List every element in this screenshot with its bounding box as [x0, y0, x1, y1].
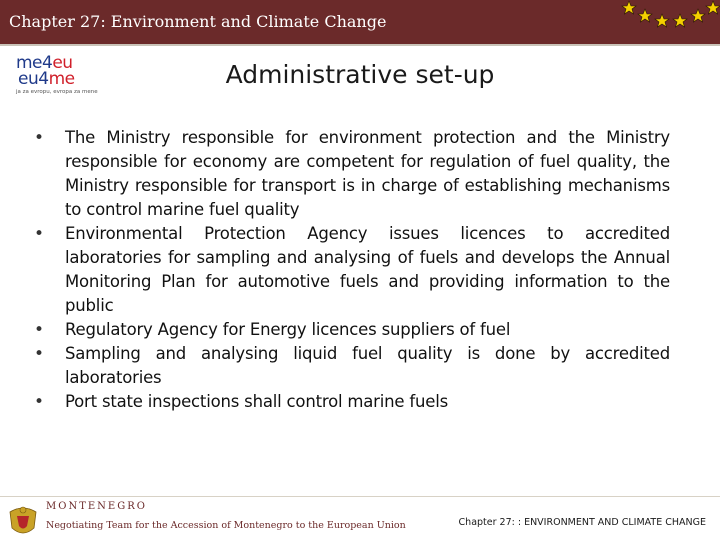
footer-chapter: Chapter 27: : ENVIRONMENT AND CLIMATE CHANGE [458, 517, 706, 528]
logo-tagline: ja za evropu, evropa za mene [16, 89, 98, 95]
bullet-icon: • [34, 224, 44, 244]
eu-stars-icon [612, 0, 720, 30]
list-item: • Environmental Protection Agency issues licences to accredited laboratories for sampling and analysing of fuels and develops the Annual Monitoring Plan for automotive fuels and providing information to the public [34, 224, 670, 315]
bullet-icon: • [34, 344, 44, 364]
bullet-icon: • [34, 320, 44, 340]
footer-team: Negotiating Team for the Accession of Montenegro to the European Union [46, 520, 406, 531]
montenegro-crest-icon [6, 502, 40, 538]
footer-divider [0, 496, 720, 497]
logo-line-2: eu4me [18, 69, 75, 89]
bullet-list [34, 126, 670, 414]
footer-country: MONTENEGRO [46, 501, 147, 512]
list-item: • Port state inspections shall control marine fuels [34, 392, 449, 412]
list-item: • Regulatory Agency for Energy licences suppliers of fuel [34, 320, 511, 340]
list-item: • The Ministry responsible for environment protection and the Ministry responsible for economy are competent for regulation of fuel quality, the Ministry responsible for transport is in charge of establishing mechanisms to control marine fuel quality [34, 128, 670, 219]
list-item: • Sampling and analysing liquid fuel quality is done by accredited laboratories [34, 344, 670, 387]
bullet-icon: • [34, 128, 44, 148]
header-bar [0, 0, 720, 44]
chapter-title: Chapter 27: Environment and Climate Change [9, 12, 387, 31]
header-divider [0, 44, 720, 46]
slide-title: Administrative set-up [225, 60, 495, 89]
logo-line-1: me4eu [16, 53, 73, 73]
bullet-icon: • [34, 392, 44, 412]
